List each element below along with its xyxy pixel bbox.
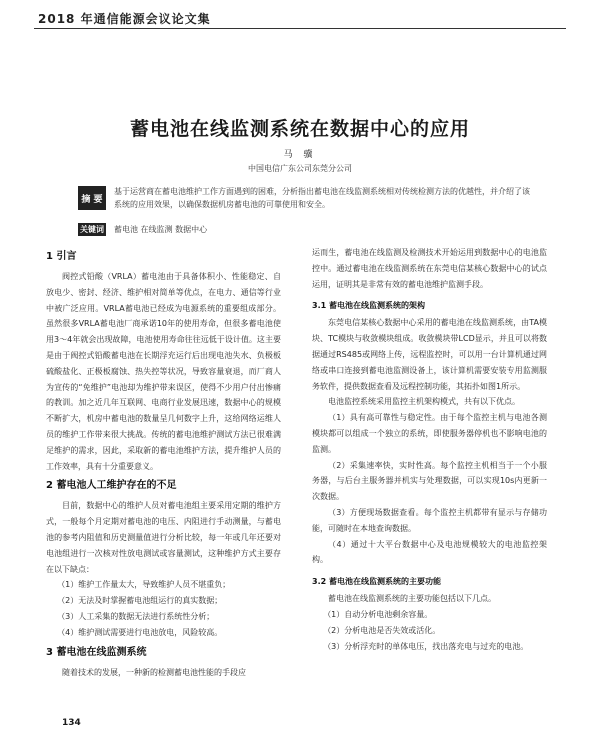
affiliation: 中国电信广东公司东莞分公司: [248, 164, 352, 173]
paragraph: 电池监控系统采用监控主机架构模式，共有以下优点。: [328, 397, 520, 407]
author: 马 骥: [283, 150, 317, 160]
section-1-paragraph: 阀控式铅酸（VRLA）蓄电池由于具备体积小、性能稳定、自放电少、密封、经济、维护相对简单等优点，在电力、通信等行业中被广泛应用。VRLA蓄电池已经成为电源系统的重要组成部分。虽然很多VRLA蓄电池厂商承诺10年的使用寿命，但很多蓄电池使用3～4年就会出现故障，电池使用寿命往往远低于设计值。这主要是由于阀控式铅酸蓄电池在长期浮充运行后出现电池失水、负极板硫酸盐化、正极板腐蚀、热失控等状况，导致容量衰退，而厂商人为宣传的“免维护”电池却为维护带来误区，使得不少用户付出惨痛的教训。加之近几年互联网、电商行业发展迅速，数据中心的规模不断扩大，机房中蓄电池的数量呈几何数字上升，这给网络运维人员的维护工作带来很大挑战。传统的蓄电池维护测试方法已很难满足维护的需求，因此，采取新的蓄电池维护方法，提升维护人员的工作效率，具有十分重要意义。: [46, 272, 281, 471]
list-item: （3）人工采集的数据无法进行系统性分析；: [57, 611, 215, 621]
list-item: （3）分析浮充时的单体电压，找出落充电与过充的电池。: [323, 641, 529, 651]
paragraph: （2）采集速率快，实时性高。每个监控主机相当于一个小服务器，与后台主服务器并机实与处理数据，可以实现10s内更新一次数据。: [312, 460, 547, 502]
abstract-label: 摘 要: [78, 186, 106, 210]
section-3-1-heading: 3.1 蓄电池在线监测系统的架构: [312, 301, 425, 311]
list-item: （1）自动分析电池剩余容量。: [323, 609, 433, 619]
list-item: （4）维护测试需要进行电池放电，风险较高。: [57, 627, 223, 637]
paragraph: （3）方便现场数据查看。每个监控主机都带有显示与存储功能，可随时在本地查询数据。: [312, 507, 547, 533]
section-3-2-heading: 3.2 蓄电池在线监测系统的主要功能: [312, 577, 441, 587]
section-3-paragraph: 随着技术的发展，一种新的检测蓄电池性能的手段应: [62, 667, 246, 677]
paragraph: （4）通过十大平台数据中心及电池规模较大的电池监控架构。: [312, 539, 547, 565]
keywords-label: 关键词: [80, 225, 104, 234]
list-item: （2）分析电池是否失效或活化。: [323, 625, 441, 635]
paragraph: （1）具有高可靠性与稳定性。由于每个监控主机与电池各测模块都可以组成一个独立的系统，即使服务器停机也不影响电池的监测。: [312, 413, 547, 454]
paragraph: 东莞电信某核心数据中心采用的蓄电池在线监测系统，由TA模块、TC模块与收敛模块组成。收敛模块带LCD显示，并且可以将数据通过RS485或网络上传，远程监控时，可以用一台计算机通过网络或串口连接到蓄电池监测设备上，该计算机需要安装专用监测服务软件，提供数据查看及远程控制功能，其拓扑如图1所示。: [312, 318, 547, 391]
right-column: [312, 245, 547, 654]
section-3-continued: 运而生，蓄电池在线监测及检测技术开始运用到数据中心的电池监控中。通过蓄电池在线监测系统在东莞电信某核心数据中心的试点运用，证明其是非常有效的蓄电池维护监测手段。: [312, 248, 547, 289]
keywords-text: 蓄电池 在线监测 数据中心: [114, 225, 208, 234]
section-3-heading: 3 蓄电池在线监测系统: [46, 646, 147, 658]
paragraph: 蓄电池在线监测系统的主要功能包括以下几点。: [328, 594, 496, 604]
paper-title: 蓄电池在线监测系统在数据中心的应用: [129, 118, 470, 140]
left-column: [46, 245, 281, 680]
running-title: 2018 年通信能源会议论文集: [38, 12, 211, 26]
abstract-text: 基于运营商在蓄电池维护工作方面遇到的困难，分析指出蓄电池在线监测系统相对传统检测方法的优越性，并介绍了该系统的应用效果，以确保数据机房蓄电池的可靠使用和安全。: [114, 187, 530, 209]
page-number: 134: [62, 718, 81, 728]
list-item: （1）维护工作量太大，导致维护人员不堪重负；: [57, 580, 231, 590]
header-rule: [34, 28, 566, 29]
section-1-heading: 1 引言: [46, 251, 77, 262]
list-item: （2）无法及时掌握蓄电池组运行的真实数据；: [57, 596, 223, 606]
section-2-heading: 2 蓄电池人工维护存在的不足: [46, 480, 177, 492]
section-2-paragraph: 目前，数据中心的维护人员对蓄电池组主要采用定期的维护方式，一般每个月定期对蓄电池的电压、内阻进行手动测量，与蓄电池的参考内阻值和历史测量值进行分析比较，每一年或几年还要对电池组进行一次核对性放电测试或容量测试，这种维护方式主要存在以下缺点：: [46, 501, 281, 574]
